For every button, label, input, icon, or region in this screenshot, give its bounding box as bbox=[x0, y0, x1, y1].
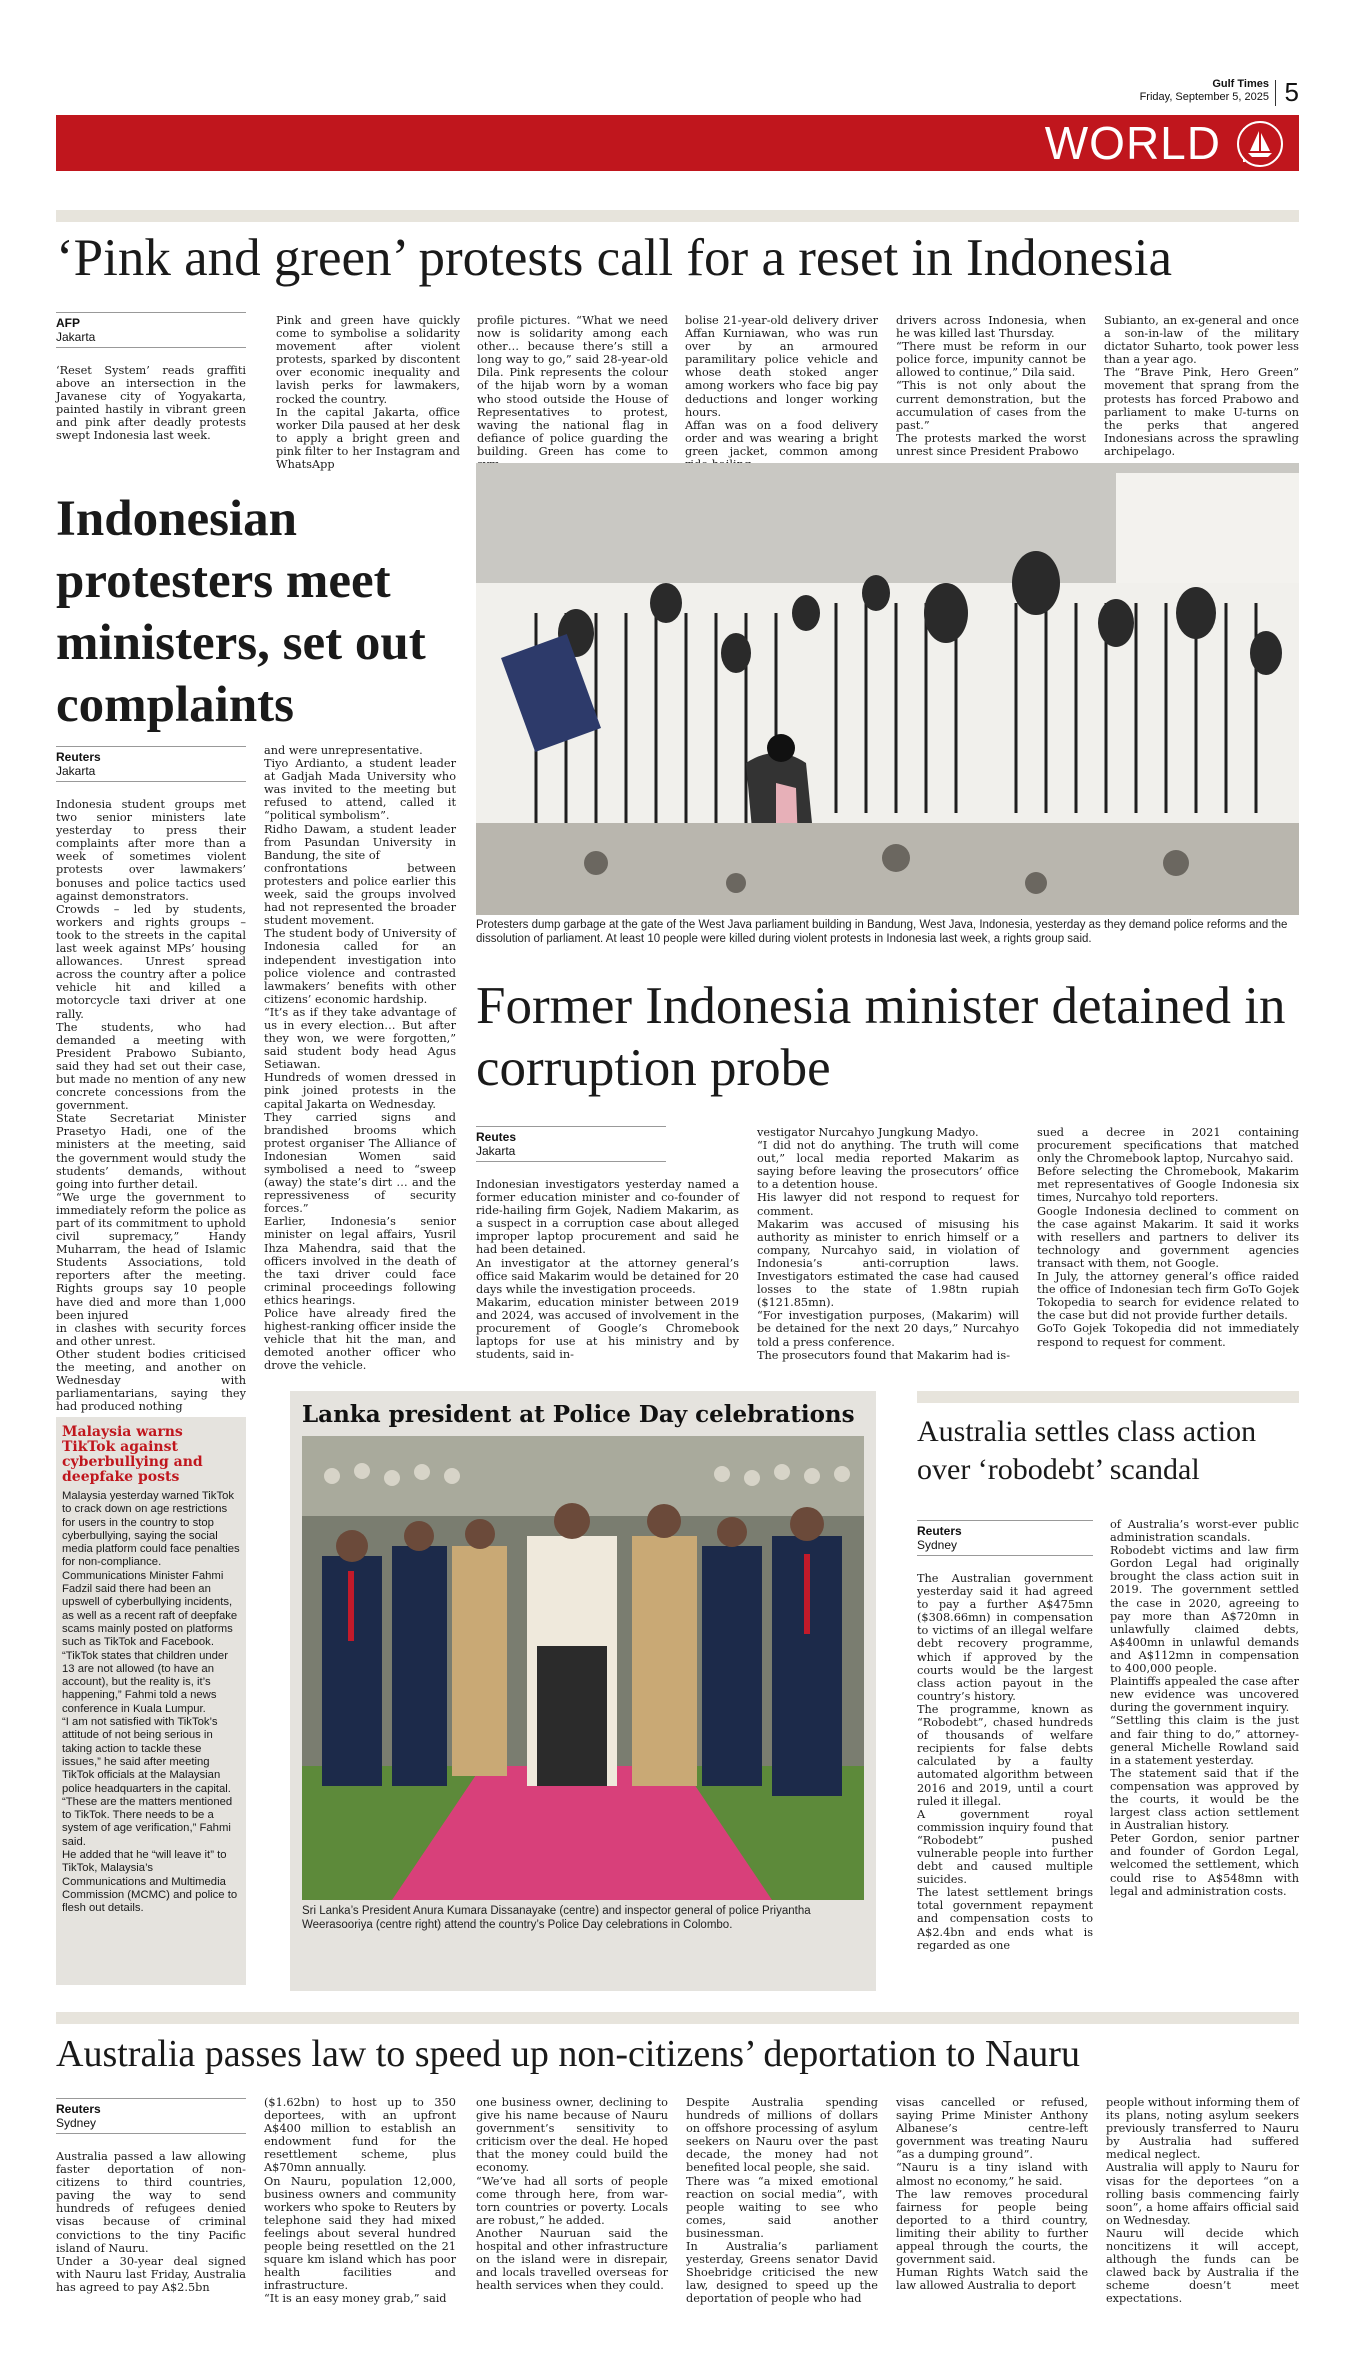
story-rule bbox=[56, 2012, 1299, 2024]
byline-rule bbox=[56, 2098, 246, 2099]
byline-rule bbox=[56, 781, 246, 782]
sidebar-body: Malaysia yesterday warned TikTok to crack down on age restrictions for users in the country to stop cyberbullying, saying the social media platform could face penalties for non-compliance. Communications Minister Fahmi Fadzil said there had been an upswell of cyberbullying incidents, as well as a recent raft of deepfake scams mainly posted on platforms such as TikTok and Facebook. “TikTok states that children under 13 are not allowed (to have an account), but the reality is, it’s happening,” Fahmi told a news conference in Kuala Lumpur. “I am not satisfied with TikTok’s attitude of not being serious in taking action to tackle these issues,” he said after meeting TikTok officials at the Malaysian police headquarters in the capital. “These are the matters mentioned to TikTok. There needs to be a system of age verification,” Fahmi said. He added that he “will leave it” to TikTok, Malaysia’s Communications and Multimedia Commission (MCMC) and police to flesh out details. bbox=[62, 1490, 240, 1915]
story4-col1: The Australian government yesterday said it had agreed to pay a further A$475mn ($308.66mn) in compensation to victims of an illegal welfare debt recovery programme, which if approved by the courts would be the largest class action payout in the country’s history. The programme, known as “Robodebt”, chased hundreds of thousands of welfare recipients for false debts calculated by a faulty automated algorithm between 2016 and 2019, until a court ruled it illegal. A government royal commission inquiry found that “Robodebt” pushed vulnerable people into further debt and caused multiple suicides. The latest settlement brings total government repayment and compensation costs to A$2.4bn and ends what is regarded as one bbox=[917, 1572, 1093, 1952]
story1-headline: ‘Pink and green’ protests call for a reset in Indonesia bbox=[56, 229, 1173, 287]
byline-rule bbox=[56, 746, 246, 747]
police-day-caption: Sri Lanka’s President Anura Kumara Dissanayake (centre) and inspector general of police Priyantha Weerasooriya (centre right) attend the country’s Police Day celebrations in Colombo. bbox=[302, 1905, 811, 1931]
byline-place: Jakarta bbox=[56, 330, 96, 344]
story1-byline bbox=[56, 316, 95, 344]
publication-name: Gulf Times bbox=[1212, 78, 1269, 90]
police-day-photo bbox=[302, 1436, 864, 1900]
masthead-meta bbox=[1140, 78, 1269, 104]
story1-col5: drivers across Indonesia, when he was killed last Thursday. “There must be reform in our police force, impunity cannot be allowed to continue,” Dila said. “This is not only about the current demonstration, but the accumulation of cases from the past.” The protests marked the worst unrest since President Prabowo bbox=[896, 314, 1086, 458]
story3-col1: Indonesian investigators yesterday named a former education minister and co-founder of ride-hailing firm Gojek, Nadiem Makarim, as a suspect in a corruption case about alleged improper laptop procurement and said he had been detained. An investigator at the attorney general’s office said Makarim would be detained for 20 days while the investigation proceeds. Makarim, education minister between 2019 and 2024, was accused of involvement in the procurement of Google’s Chromebook laptops for use at his ministry and by students, said in- bbox=[476, 1178, 739, 1362]
byline-place: Jakarta bbox=[476, 1144, 516, 1158]
story2-byline bbox=[56, 750, 101, 778]
byline-rule bbox=[476, 1126, 666, 1127]
story3-col2: vestigator Nurcahyo Jungkung Madyo. “I did not do anything. The truth will come out,” local media reported Makarim as saying before leaving the prosecutors’ office to a detention house. His lawyer did not respond to request for comment. Makarim was accused of misusing his authority as minister to enrich himself or a company, Nurcahyo said, in violation of Indonesia’s anti-corruption laws. Investigators estimated the case had caused losses to the state of 1.98tn rupiah ($121.85mn). “For investigation purposes, (Makarim) will be detained for the next 20 days,” Nurcahyo told a press conference. The prosecutors found that Makarim had is- bbox=[757, 1126, 1019, 1362]
story5-col1: Australia passed a law allowing faster deportation of non-citizens to third countries, paving the way to send hundreds of refugees denied visas because of criminal convictions to the tiny Pacific island of Nauru. Under a 30-year deal signed with Nauru last Friday, Australia has agreed to pay A$2.5bn bbox=[56, 2150, 246, 2294]
issue-date: Friday, September 5, 2025 bbox=[1139, 91, 1269, 103]
story1-col3: profile pictures. “What we need now is solidarity among each other… because there’s still a long way to go,” said 28-year-old Dila. Pink represents the colour of the hijab worn by a woman who stood outside the House of Representatives to protest, waving the national flag in defiance of police guarding the building. Green has come to bbox=[477, 314, 668, 458]
sidebar-headline: Malaysia warns TikTok against cyberbullying and deepfake posts bbox=[62, 1424, 203, 1485]
byline-rule bbox=[476, 1161, 666, 1162]
story1-col2: Pink and green have quickly come to symbolise a solidarity movement after violent protests, sparked by discontent over economic inequality and lavish perks for lawmakers, rocked the country. In the capital Jakarta, office worker Dila paused at her desk to apply a bright green and pink filter to her Instagram and WhatsApp bbox=[276, 314, 460, 472]
story5-col4: Despite Australia spending hundreds of millions of dollars on offshore processing of asylum seekers on Nauru over the past decade, the money had not benefited local people, she said. There was “a mixed emotional reaction on social media”, with people waiting to see who comes, said another businessman. In Australia’s parliament yesterday, Greens senator David Shoebridge criticised the new law, designed to speed up the deportation of people who had bbox=[686, 2096, 878, 2306]
story5-col5: visas cancelled or refused, saying Prime Minister Anthony Albanese’s centre-left government was treating Nauru “as a dumping ground”. “Nauru is a tiny island with almost no economy,” he said. The law removes procedural fairness for people being deported to a third country, limiting their ability to further appeal through the courts, the government said. Human Rights Watch said the law allowed Australia to deport bbox=[896, 2096, 1088, 2293]
police-day-headline: Lanka president at Police Day celebrations bbox=[302, 1401, 855, 1428]
story5-headline: Australia passes law to speed up non-citizens’ deportation to Nauru bbox=[56, 2033, 1080, 2075]
story4-byline bbox=[917, 1524, 962, 1552]
story-rule bbox=[917, 1391, 1299, 1403]
story3-col3: sued a decree in 2021 containing procurement specifications that matched only the Chromebook laptop, Nurcahyo said. Before selecting the Chromebook, Makarim met representatives of Google Indonesia six times, Nurcahyo told reporters. Google Indonesia declined to comment on the case against Makarim. It said it works with resellers and partners to deliver its technology and government agencies transact with them, not Google. In July, the attorney general’s office raided the office of Indonesian tech firm GoTo Gojek Tokopedia to search for evidence related to the case but did not provide further details. GoTo Gojek Tokopedia did not immediately respond to request for comment. bbox=[1037, 1126, 1299, 1349]
protest-photo bbox=[476, 463, 1299, 915]
byline-place: Jakarta bbox=[56, 764, 96, 778]
page-number: 5 bbox=[1284, 77, 1299, 107]
story5-col3: one business owner, declining to give his name because of Nauru government’s sensitivity to criticism over the deal. He hoped that the money could build the economy. “We’ve had all sorts of people come through here, from war-torn countries or poverty. Locals are robust,” he added. Another Nauruan said the hospital and other infrastructure on the island were in disrepair, and locals travelled overseas for health services when they could. bbox=[476, 2096, 668, 2293]
protest-photo-caption: Protesters dump garbage at the gate of the West Java parliament building in Bandung, West Java, Indonesia, yesterday as they demand police reforms and the dissolution of parliament. At least 10 people were killed during violent protests in Indonesia last week, a rights group said. bbox=[476, 919, 1288, 945]
byline-agency: AFP bbox=[56, 316, 80, 330]
story2-col1: Indonesia student groups met two senior ministers late yesterday to press their complaints after more than a week of sometimes violent protests over lawmakers’ bonuses and police tactics used against demonstrators. Crowds – led by students, workers and rights groups – took to the streets in the capital last week against MPs’ housing allowances. Unrest spread across the country after a police vehicle hit and killed a motorcycle taxi driver at one rally. The students, who had demanded a meeting with President Prabowo Subianto, said they had set out their case, but made no mention of any new concrete concessions from the government. State Secretariat Minister Prasetyo Hadi, one of the ministers at the meeting, said the government would study the students’ demands, without going into further detail. “We urge the government to immediately reform the police as part of its commitment to uphold civil supremacy,” Handy Muharram, the head of Islamic Students Associations, told reporters after the meeting. Rights groups say 10 people have died and more than 1,000 been injured in clashes with security forces and other unrest. Other student bodies criticised the meeting, and another on Wednesday with parliamentarians, saying they had produced nothing bbox=[56, 798, 246, 1414]
byline-agency: Reuters bbox=[917, 1524, 962, 1538]
story3-byline bbox=[476, 1130, 516, 1158]
sailboat-logo-icon bbox=[1237, 121, 1283, 167]
story2-col2: and were unrepresentative. Tiyo Ardianto, a student leader at Gadjah Mada University who was invited to the meeting but refused to attend, called it “political symbolism”. Ridho Dawam, a student leader from Pasundan University in Bandung, the site of confrontations between protesters and police earlier this week, said the groups involved had not represented the broader student movement. The student body of University of Indonesia called for an independent investigation into police violence and contrasted lawmakers’ benefits with other citizens’ economic hardship. “It’s as if they take advantage of us in every election… But after they won, we were forgotten,” said student body head Agus Setiawan. Hundreds of women dressed in pink joined protests in the capital Jakarta on Wednesday. They carried signs and brandished brooms which protest organiser The Alliance of Indonesian Women said symbolised a need to “sweep (away) the state’s dirt … and the repressiveness of security forces.” Earlier, Indonesia’s senior minister on legal affairs, Yusril Ihza Mahendra, said that the officers involved in the death of the taxi driver could face criminal proceedings following ethics hearings. Police have already fired the highest-ranking officer inside the vehicle that hit the man, and demoted another officer who drove the vehicle. bbox=[264, 744, 456, 1373]
story3-headline: Former Indonesia minister detained in corruption probe bbox=[476, 977, 1286, 1097]
byline-agency: Reutes bbox=[476, 1130, 517, 1144]
story1-col4: bolise 21-year-old delivery driver Affan Kurniawan, who was run over by an armoured paramilitary police vehicle and whose death stoked anger among workers who face big pay deductions and longer working hours. Affan was on a food delivery order and was wearing a bright green jacket, common among bbox=[685, 314, 878, 458]
byline-rule bbox=[917, 1555, 1093, 1556]
masthead-divider bbox=[1275, 80, 1276, 106]
story5-col6: people without informing them of its plans, noting asylum seekers previously transferred to Nauru by Australia had suffered medical neglect. Australia will apply to Nauru for visas for the deportees “on a rolling basis commencing fairly soon”, a home affairs official said on Wednesday. Nauru will decide which noncitizens it will accept, although the funds can be clawed back by Australia if the scheme doesn’t meet expectations. bbox=[1106, 2096, 1299, 2306]
byline-place: Sydney bbox=[56, 2116, 97, 2130]
byline-rule bbox=[56, 312, 246, 313]
story4-col2: of Australia’s worst-ever public administration scandals. Robodebt victims and law firm Gordon Legal had originally brought the class action suit in 2019. The government settled the case in 2020, agreeing to pay more than A$720mn in unlawfully claimed debts, A$400mn in unlawful demands and A$112mn in compensation to 400,000 people. Plaintiffs appealed the case after new evidence was uncovered during the government inquiry. “Settling this claim is the just and fair thing to do,” attorney-general Michelle Rowland said in a statement yesterday. The statement said that if the compensation was approved by the courts, it would be the largest class action settlement in Australian history. Peter Gordon, senior partner and founder of Gordon Legal, welcomed the settlement, which could rise to A$548mn with legal and administration costs. bbox=[1110, 1518, 1299, 1898]
byline-rule bbox=[56, 347, 246, 348]
tiktok-sidebar bbox=[56, 1417, 246, 1985]
story5-byline bbox=[56, 2102, 101, 2130]
byline-rule bbox=[56, 2133, 246, 2134]
story4-headline: Australia settles class action over ‘robodebt’ scandal bbox=[917, 1415, 1257, 1486]
byline-agency: Reuters bbox=[56, 2102, 101, 2116]
section-title: WORLD bbox=[1044, 117, 1221, 169]
story5-col2: ($1.62bn) to host up to 350 deportees, with an upfront A$400 million to establish an endowment fund for the resettlement scheme, plus A$70mn annually. On Nauru, population 12,000, business owners and community workers who spoke to Reuters by telephone said they had mixed feelings about several hundred people being resettled on the 21 square km island which has poor health facilities and infrastructure. “It is an easy money grab,” said bbox=[264, 2096, 456, 2306]
story1-col6: Subianto, an ex-general and once a son-in-law of the military dictator Suharto, took power less than a year ago. The “Brave Pink, Hero Green” movement that sprang from the protests has forced Prabowo and parliament to make U-turns on the perks that angered Indonesians across the sprawling archipelago. bbox=[1104, 314, 1299, 458]
byline-rule bbox=[917, 1520, 1093, 1521]
byline-place: Sydney bbox=[917, 1538, 958, 1552]
byline-agency: Reuters bbox=[56, 750, 101, 764]
story1-intro: ‘Reset System’ reads graffiti above an intersection in the Javanese city of Yogyakarta, painted hastily in vibrant green and pink after deadly protests swept Indonesia last week. bbox=[56, 364, 246, 443]
story-rule bbox=[56, 210, 1299, 222]
story2-headline: Indonesian protesters meet ministers, set out complaints bbox=[56, 491, 426, 733]
